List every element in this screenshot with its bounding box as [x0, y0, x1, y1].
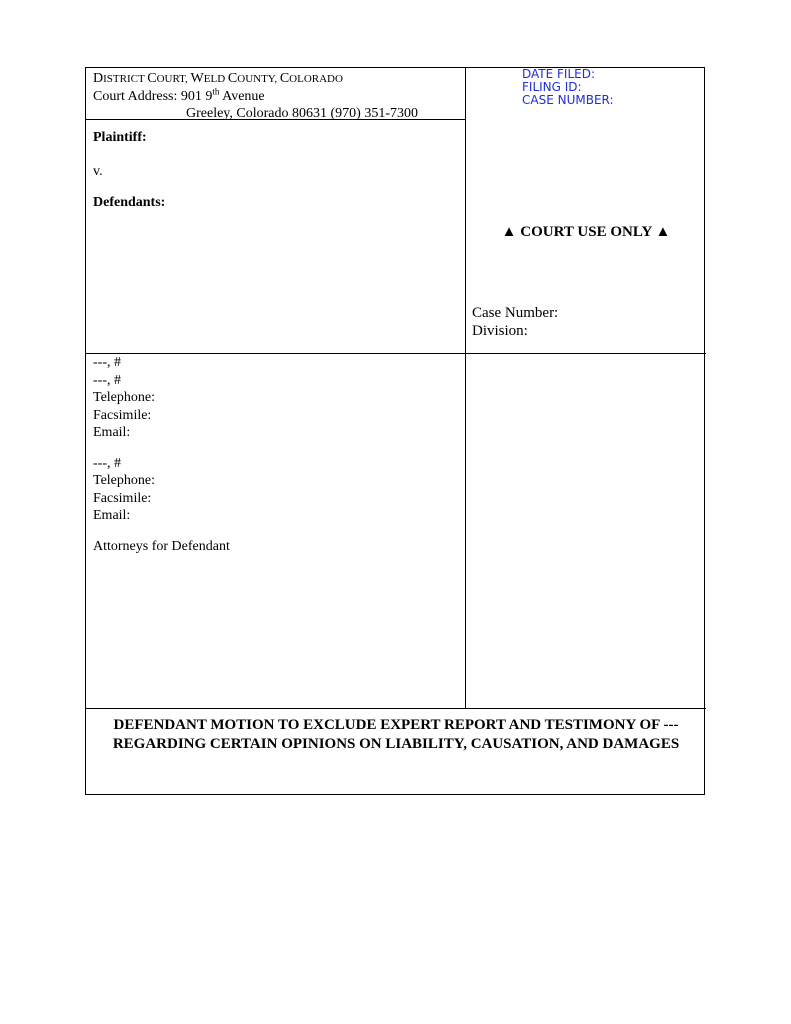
attorney-telephone: Telephone: — [93, 390, 155, 405]
attorneys-divider — [86, 708, 706, 709]
efile-stamp — [522, 68, 614, 107]
attorney-line: ---, # — [93, 455, 121, 471]
attorney-facsimile: Facsimile: — [93, 407, 152, 423]
parties-block — [93, 130, 165, 211]
attorney-line: ---, # — [93, 372, 121, 388]
attorney-line: ---, # — [93, 355, 121, 370]
attorney-role: Attorneys for Defendant — [93, 538, 230, 554]
case-info-block — [472, 304, 558, 340]
document-title-line2: REGARDING CERTAIN OPINIONS ON LIABILITY, CAUSATION, AND DAMAGES — [112, 736, 680, 752]
court-city-line: Greeley, Colorado 80631 (970) 351-7300 — [186, 106, 418, 121]
case-caption-box — [85, 67, 705, 795]
case-number-label: Case Number: — [472, 305, 559, 321]
attorney-email: Email: — [93, 425, 131, 440]
document-title-line1: DEFENDANT MOTION TO EXCLUDE EXPERT REPORT AND TESTIMONY OF --- — [113, 717, 679, 733]
attorney-facsimile: Facsimile: — [93, 490, 152, 506]
attorney-telephone: Telephone: — [93, 473, 155, 488]
date-filed-label: DATE FILED: — [522, 67, 596, 81]
division-label: Division: — [472, 323, 528, 339]
court-name: DISTRICT COURT, WELD COUNTY, COLORADO — [93, 71, 343, 86]
attorney-email: Email: — [93, 508, 131, 523]
court-use-only-label: ▲ COURT USE ONLY ▲ — [501, 224, 671, 240]
plaintiff-label: Plaintiff: — [93, 130, 147, 145]
efile-case-number-label: CASE NUMBER: — [522, 93, 614, 107]
versus-label: v. — [93, 164, 103, 179]
court-header — [93, 70, 463, 122]
court-address: Court Address: 901 9th Avenue — [93, 86, 265, 104]
attorneys-block — [93, 354, 230, 555]
document-title — [86, 716, 706, 754]
defendants-label: Defendants: — [93, 195, 166, 210]
caption-vertical-divider — [465, 68, 466, 708]
filing-id-label: FILING ID: — [522, 80, 582, 94]
